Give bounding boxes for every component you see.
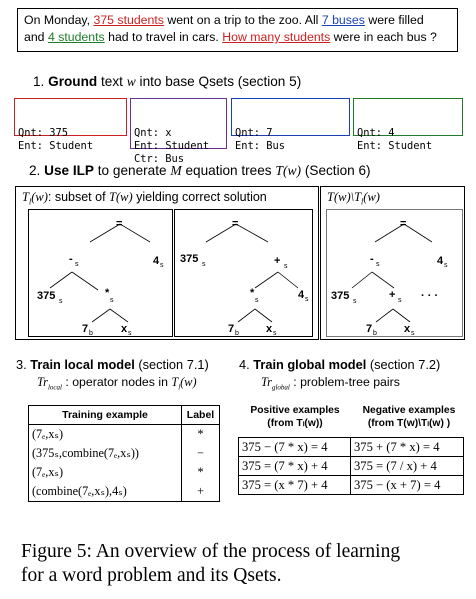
table-row [239, 457, 464, 476]
quantity-4-students: 4 students [47, 30, 105, 44]
tree-3-op1: - [370, 253, 374, 265]
label-cell: − [182, 444, 220, 463]
edge [238, 309, 255, 322]
tree-3 [331, 218, 448, 337]
tree-1-leaf-375: 375 [37, 290, 56, 302]
edge [206, 224, 236, 242]
svg-text:s: s [353, 298, 357, 305]
positive-example-cell: 375 − (7 * x) = 4 [239, 438, 351, 457]
svg-text:s: s [110, 297, 114, 304]
svg-text:b: b [235, 330, 239, 337]
example-cell: (combine(7ₑ,xₛ),4ₛ) [29, 482, 182, 502]
tree-2-op1: + [274, 255, 281, 267]
problem-line-1: On Monday, 375 students went on a trip to the zoo. All 7 buses were filled [24, 13, 424, 27]
tree-2-op2: * [250, 287, 255, 299]
label-cell: * [182, 425, 220, 445]
table-row [29, 444, 220, 463]
svg-text:s: s [273, 330, 277, 337]
svg-text:s: s [160, 262, 164, 269]
positive-examples-header: Positive examples (from Tₗ(w)) [250, 405, 340, 429]
edge [278, 272, 298, 288]
edge [255, 309, 272, 322]
tree-3-op2: + [389, 289, 396, 301]
svg-text:s: s [75, 261, 79, 268]
edge [110, 309, 128, 322]
tree-2 [180, 218, 309, 337]
svg-text:b: b [89, 330, 93, 337]
tree-3-leaf-x: x [404, 323, 411, 335]
question-how-many-students: How many students [222, 30, 331, 44]
tree-2-root: = [232, 218, 239, 230]
tree-3-root: = [400, 218, 407, 230]
edge [255, 272, 278, 288]
table-row [239, 438, 464, 457]
svg-text:s: s [411, 330, 415, 337]
label-cell: + [182, 482, 220, 502]
svg-text:s: s [202, 261, 206, 268]
edge [376, 309, 393, 322]
step-4-subheading: $Tr_{global}$ : problem-tree pairs [261, 375, 400, 392]
svg-text:b: b [373, 330, 377, 337]
step-2-heading: 2. Use ILP to generate M equation trees T(w) (Section 6) [29, 163, 371, 178]
negative-example-cell: 375 − (x + 7) = 4 [351, 476, 464, 495]
figure-caption: Figure 5: An overview of the process of learning for a word problem and its Qsets. [21, 541, 401, 586]
edge [120, 224, 150, 242]
tree-2-leaf-4: 4 [298, 289, 305, 301]
tree-1 [37, 218, 164, 337]
svg-text:s: s [444, 262, 448, 269]
negative-example-cell: 375 = (7 / x) + 4 [351, 457, 464, 476]
svg-text:s: s [128, 330, 132, 337]
tree-1-leaf-4: 4 [153, 255, 160, 267]
negative-examples-header: Negative examples (from T(w)\Tₗ(w) ) [362, 405, 456, 429]
step-3-heading: 3. Train local model (section 7.1) [16, 357, 209, 372]
tree-1-root: = [116, 218, 123, 230]
step-3-subheading: $Tr_{local}$ : operator nodes in $T_l(w)$ [37, 375, 197, 392]
tree-3-leaf-375: 375 [331, 290, 350, 302]
step-1-heading: 1. Ground text w into base Qsets (section 5) [33, 74, 302, 89]
qset-box-375: Qnt: 375 Ent: Student [14, 98, 127, 136]
table-row [239, 476, 464, 495]
edge [236, 224, 268, 242]
quantity-375-students: 375 students [93, 13, 164, 27]
correct-trees-box-title: $T_l(w)$: subset of T(w) yielding correct solution [22, 190, 267, 207]
problem-line-2: and 4 students had to travel in cars. How many students were in each bus ? [24, 30, 437, 44]
svg-text:s: s [305, 296, 309, 303]
example-cell: (375ₛ,combine(7ₑ,xₛ)) [29, 444, 182, 463]
header-label: Label [182, 406, 220, 425]
incorrect-trees-box-title: $T(w)\backslash T_l(w)$ [327, 190, 380, 207]
example-cell: (7ₑ,xₛ) [29, 463, 182, 482]
tree-2-leaf-375: 375 [180, 253, 199, 265]
positive-example-cell: 375 = (7 * x) + 4 [239, 457, 351, 476]
tree-1-op1: - [69, 253, 73, 265]
positive-example-cell: 375 = (x * 7) + 4 [239, 476, 351, 495]
label-cell: * [182, 463, 220, 482]
qset-box-7: Qnt: 7 Ent: Bus [231, 98, 350, 136]
tree-2-leaf-7: 7 [228, 323, 235, 335]
edge [372, 272, 394, 288]
step-4-heading: 4. Train global model (section 7.2) [239, 357, 441, 372]
table-row [29, 482, 220, 502]
edge [393, 309, 410, 322]
tree-1-leaf-7: 7 [82, 323, 89, 335]
svg-text:s: s [398, 297, 402, 304]
example-cell: (7ₑ,xₛ) [29, 425, 182, 445]
table-row [29, 425, 220, 445]
svg-text:s: s [255, 297, 259, 304]
qset-box-4: Qnt: 4 Ent: Student [353, 98, 463, 136]
tree-2-leaf-x: x [266, 323, 273, 335]
svg-text:s: s [59, 298, 63, 305]
negative-example-cell: 375 + (7 * x) = 4 [351, 438, 464, 457]
table-row [29, 463, 220, 482]
quantity-7-buses: 7 buses [321, 13, 365, 27]
svg-text:s: s [376, 261, 380, 268]
tree-3-more-dots: · · · [421, 290, 439, 302]
edge [92, 309, 110, 322]
local-training-table [28, 405, 220, 502]
header-training-example: Training example [29, 406, 182, 425]
tree-1-leaf-x: x [121, 323, 128, 335]
tree-1-op2: * [105, 287, 110, 299]
tree-3-leaf-4: 4 [437, 255, 444, 267]
local-table-header [29, 406, 220, 425]
edge [375, 224, 404, 242]
edge [72, 272, 98, 290]
edge [352, 272, 372, 288]
edge [50, 272, 72, 288]
global-training-table [238, 437, 464, 495]
edge [404, 224, 432, 242]
svg-text:s: s [284, 263, 288, 270]
qset-box-x: Qnt: x Ent: Student Ctr: Bus [130, 98, 227, 149]
tree-3-leaf-7: 7 [366, 323, 373, 335]
